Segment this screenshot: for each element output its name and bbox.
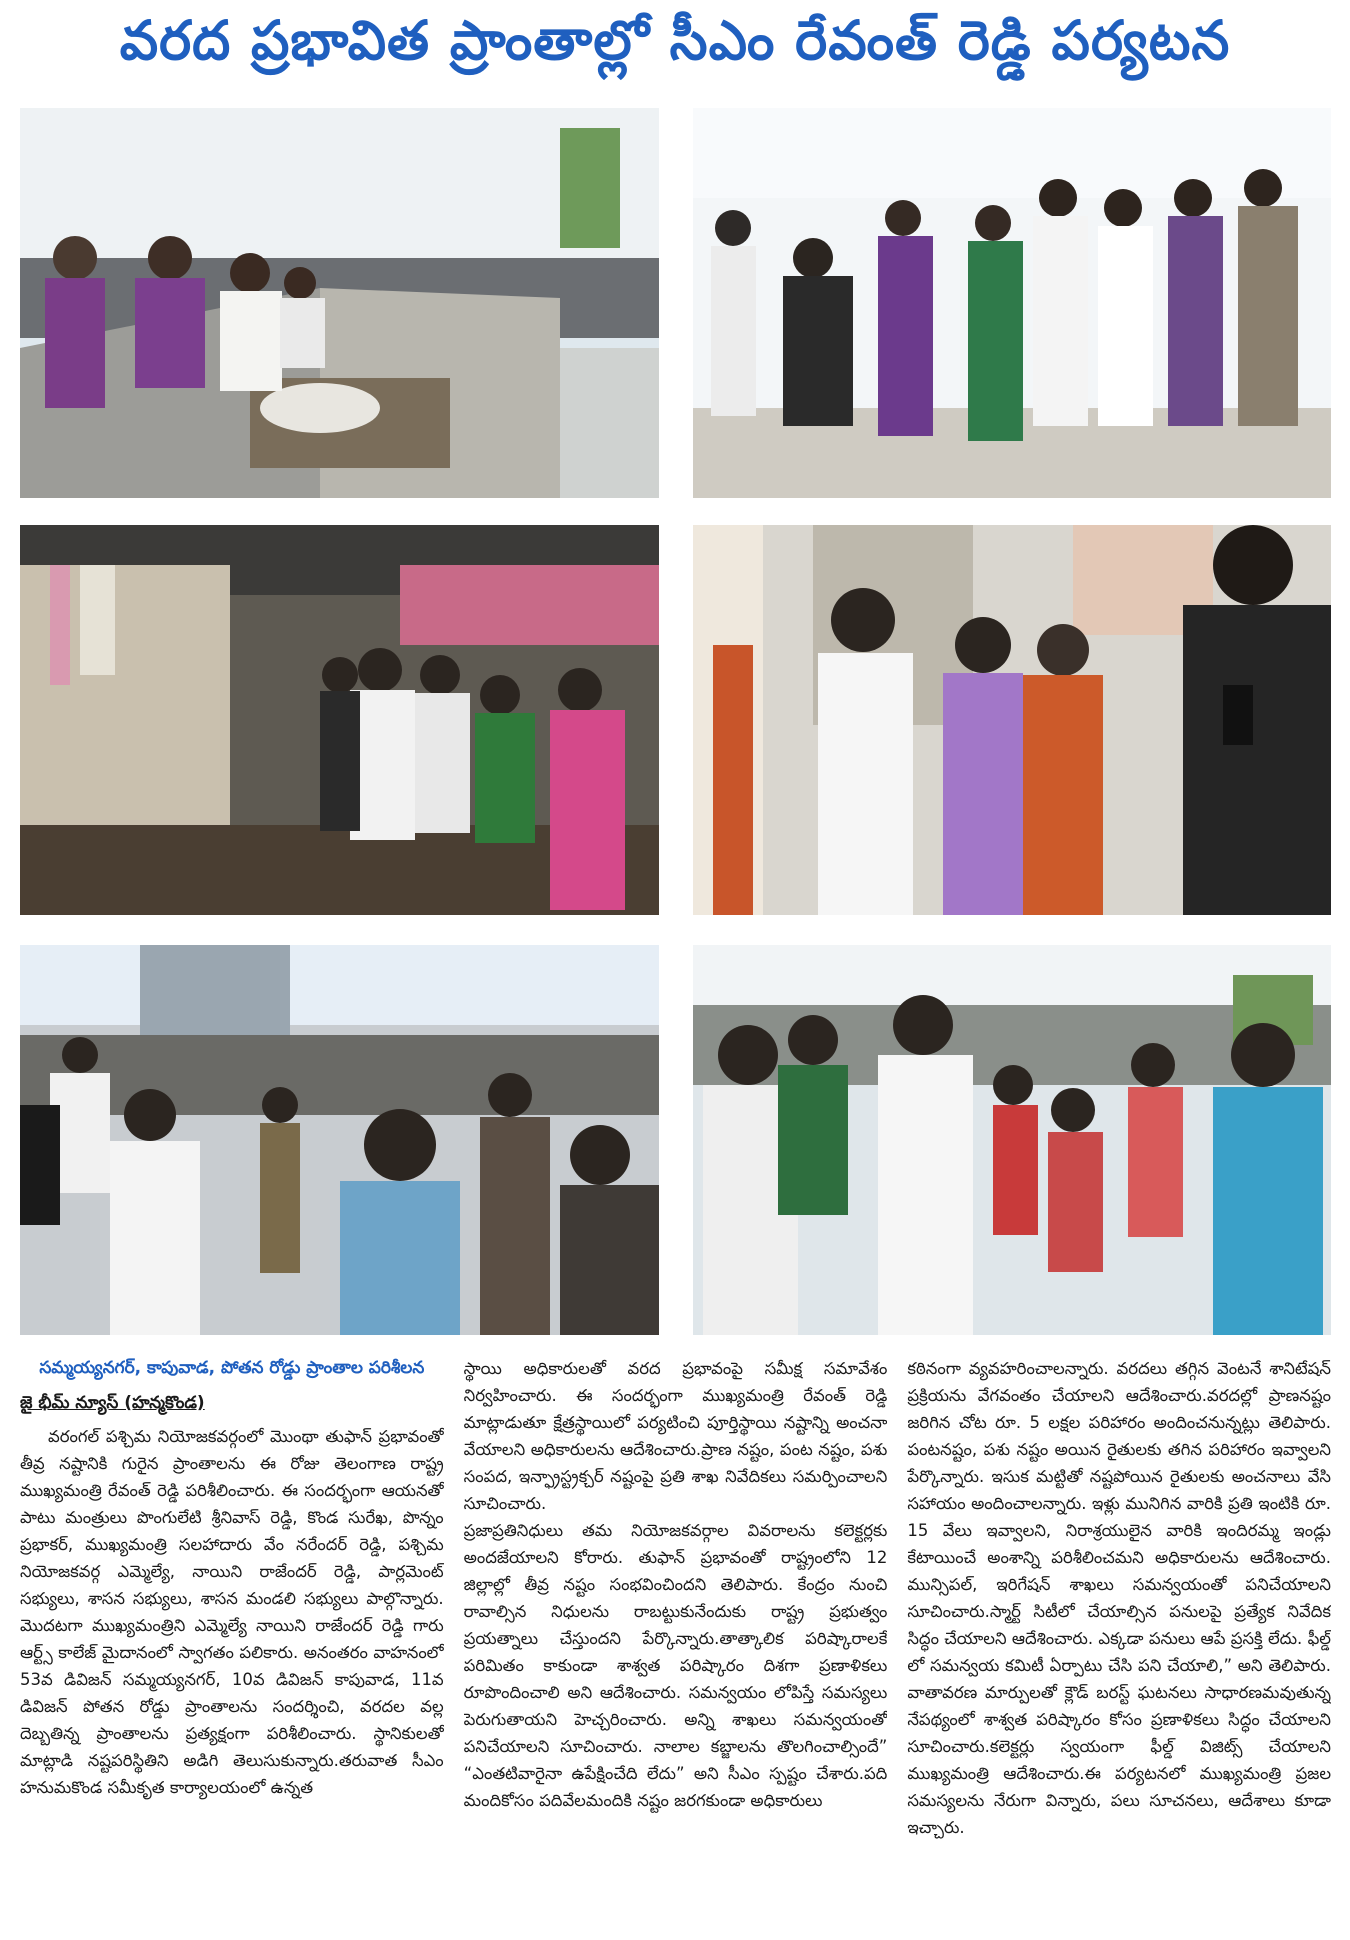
- article-paragraph: ప్రజాప్రతినిధులు తమ నియోజకవర్గాల వివరాలను కలెక్టర్లకు అందజేయాలని కోరారు. తుఫాన్ ప్రభావంతో రాష్ట్రంలోని 12 జిల్లాల్లో తీవ్ర నష్టం సంభవించిందని తెలిపారు. కేంద్రం నుంచి రావాల్సిన నిధులను రాబట్టుకునేందుకు రాష్ట్ర ప్రభుత్వం ప్రయత్నాలు చేస్తుందని పేర్కొన్నారు.తాత్కాలిక పరిష్కారాలకే పరిమితం కాకుండా శాశ్వత పరిష్కారం దిశగా ప్రణాళికలు రూపొందించాలి అని ఆదేశించారు. సమన్వయం లోపిస్తే సమస్యలు పెరుగుతాయని హెచ్చరించారు. అన్ని శాఖలు సమన్వయంతో పనిచేయాలని సూచించారు. నాలాల కబ్జాలను తొలగించాల్సిందే” “ఎంతటివారైనా ఉపేక్షించేది లేదు” అని సీఎం స్పష్టం చేశారు.పది మందికోసం పదివేలమందికి నష్టం జరగకుండా అధికారులు: [463, 1521, 888, 1810]
- article-paragraph: కఠినంగా వ్యవహరించాలన్నారు. వరదలు తగ్గిన వెంటనే శానిటేషన్ ప్రక్రియను వేగవంతం చేయాలని ఆదేశించారు.వరదల్లో ప్రాణనష్టం జరిగిన చోట రూ. 5 లక్షల పరిహారం అందించనున్నట్లు తెలిపారు. పంటనష్టం, పశు నష్టం అయిన రైతులకు తగిన పరిహారం ఇవ్వాలని పేర్కొన్నారు. ఇసుక మట్టితో నష్టపోయిన రైతులకు అంచనాలు వేసి సహాయం అందించాలన్నారు. ఇళ్లు మునిగిన వారికి ప్రతి ఇంటికి రూ. 15 వేలు ఇవ్వాలని, నిరాశ్రయులైన వారికి ఇందిరమ్మ ఇండ్లు కేటాయించే అంశాన్ని పరిశీలించమని అధికారులను ఆదేశించారు. మున్సిపల్, ఇరిగేషన్ శాఖలు సమన్వయంతో పనిచేయాలని సూచించారు.స్మార్ట్ సిటీలో చేయాల్సిన పనులపై ప్రత్యేక నివేదిక సిద్ధం చేయాలని ఆదేశించారు. ఎక్కడా పనులు ఆపే ప్రసక్తి లేదు. ఫీల్డ్ లో సమన్వయ కమిటీ ఏర్పాటు చేసి పని చేయాలి,” అని తెలిపారు. వాతావరణ మార్పులతో క్లౌడ్ బరస్ట్ ఘటనలు సాధారణమవుతున్న నేపథ్యంలో శాశ్వత పరిష్కారం కోసం ప్రణాళికలు సిద్ధం చేయాలని సూచించారు.కలెక్టర్లు స్వయంగా ఫీల్డ్ విజిట్స్ చేయాలని ముఖ్యమంత్రి ఆదేశించారు.ఈ పర్యటనలో ముఖ్యమంత్రి ప్రజల సమస్యలను నేరుగా విన్నారు, పలు సూచనలు, ఆదేశాలు కూడా ఇచ్చారు.: [907, 1359, 1332, 1837]
- article-column-3: [907, 1355, 1331, 1930]
- photo-cm-with-leaders-image: [693, 108, 1331, 498]
- photo-cm-street-crowd-image: [20, 945, 659, 1335]
- photo-drain-inspection-image: [20, 108, 659, 498]
- article-column-1: [20, 1355, 444, 1930]
- photo-cm-with-children: [693, 945, 1331, 1335]
- photo-cm-with-leaders: [693, 108, 1331, 498]
- photo-cm-listening-resident-image: [693, 525, 1331, 915]
- article-paragraph: స్థాయి అధికారులతో వరద ప్రభావంపై సమీక్ష సమావేశం నిర్వహించారు. ఈ సందర్భంగా ముఖ్యమంత్రి రేవంత్ రెడ్డి మాట్లాడుతూ క్షేత్రస్థాయిలో పర్యటించి పూర్తిస్థాయి నష్టాన్ని అంచనా వేయాలని అధికారులను ఆదేశించారు.ప్రాణ నష్టం, పంట నష్టం, పశు సంపద, ఇన్ఫ్రాస్ట్రక్చర్ నష్టంపై ప్రతి శాఖ నివేదికలు సమర్పించాలని సూచించారు.: [463, 1359, 888, 1513]
- article-paragraph: వరంగల్ పశ్చిమ నియోజకవర్గంలో మొంథా తుఫాన్ ప్రభావంతో తీవ్ర నష్టానికి గురైన ప్రాంతాలను ఈ రోజు తెలంగాణ రాష్ట్ర ముఖ్యమంత్రి రేవంత్ రెడ్డి పరిశీలించారు. ఈ సందర్భంగా ఆయనతో పాటు మంత్రులు పొంగులేటి శ్రీనివాస్ రెడ్డి, కొండ సురేఖ, పొన్నం ప్రభాకర్, ముఖ్యమంత్రి సలహాదారు వేం నరేందర్ రెడ్డి, పశ్చిమ నియోజకవర్గ ఎమ్మెల్యే, నాయిని రాజేందర్ రెడ్డి, పార్లమెంట్ సభ్యులు, శాసన సభ్యులు, శాసన మండలి సభ్యులు పాల్గొన్నారు. మొదటగా ముఖ్యమంత్రిని ఎమ్మెల్యే నాయిని రాజేందర్ రెడ్డి గారు ఆర్ట్స్ కాలేజ్ మైదానంలో స్వాగతం పలికారు. అనంతరం వాహనంలో 53వ డివిజన్ సమ్మయ్యనగర్, 10వ డివిజన్ కాపువాడ, 11వ డివిజన్ పోతన రోడ్డు ప్రాంతాలను సందర్శించి, వరదల వల్ల దెబ్బతిన్న ప్రాంతాలను ప్రత్యక్షంగా పరిశీలించారు. స్థానికులతో మాట్లాడి నష్టపరిస్థితిని అడిగి తెలుసుకున్నారు.తరువాత సీఎం హనుమకొండ సమీకృత కార్యాలయంలో ఉన్నత: [20, 1427, 444, 1797]
- article-column-2: [464, 1355, 888, 1930]
- article-subheading: సమ్మయ్యనగర్, కాపువాడ, పోతన రోడ్డు ప్రాంతాల పరిశీలన: [39, 1358, 425, 1378]
- page-headline: వరద ప్రభావిత ప్రాంతాల్లో సీఎం రేవంత్ రెడ్డి పర్యటన: [119, 8, 1231, 72]
- article-body: [20, 1355, 1331, 1930]
- article-byline: జై భీమ్ న్యూస్ (హన్మకొండ): [20, 1393, 205, 1413]
- photo-cm-shelter-visit-image: [20, 525, 659, 915]
- photo-drain-inspection: [20, 108, 659, 498]
- photo-cm-street-crowd: [20, 945, 659, 1335]
- photo-cm-with-children-image: [693, 945, 1331, 1335]
- photo-cm-listening-resident: [693, 525, 1331, 915]
- photo-cm-shelter-visit: [20, 525, 659, 915]
